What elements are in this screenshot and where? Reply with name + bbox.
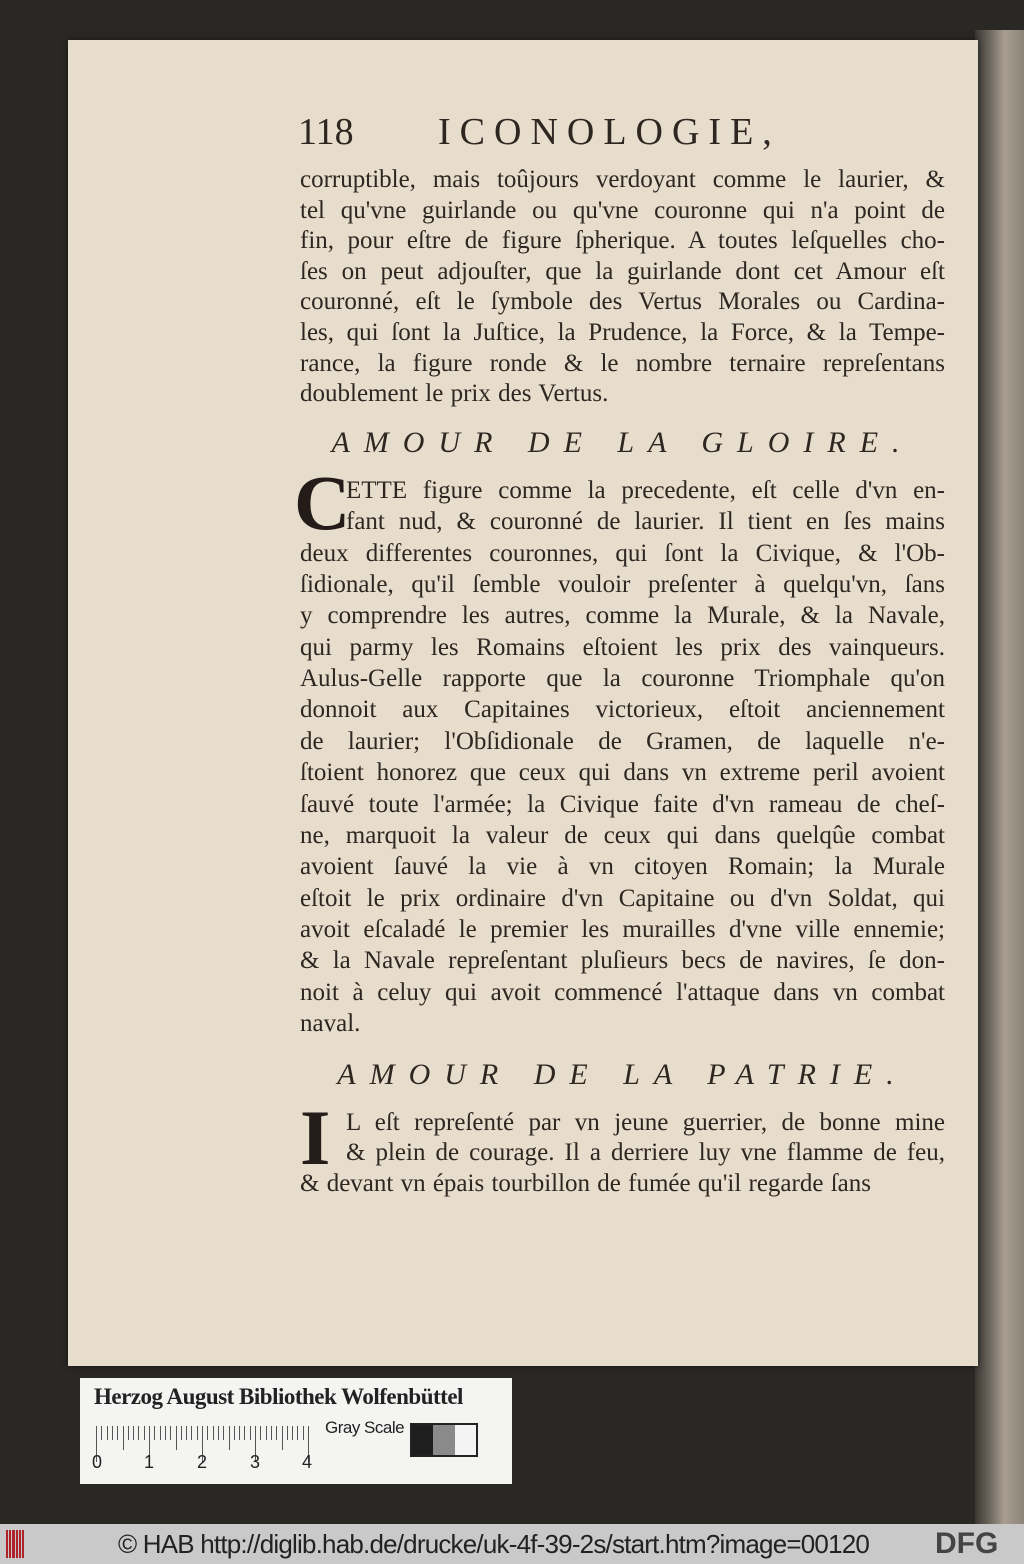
- text-line: donnoit aux Capitaines victorieux, eſtoit anciennement: [300, 696, 945, 724]
- dfg-logo: DFG: [935, 1527, 999, 1560]
- ruler-tick: [287, 1426, 288, 1440]
- gray-swatch: [412, 1425, 433, 1455]
- color-reference-card: [80, 1378, 512, 1484]
- text-line: de laurier; l'Obſidionale de Gramen, de laquelle n'e-: [300, 727, 945, 755]
- text-line: y comprendre les autres, comme la Murale, & la Navale,: [300, 602, 945, 630]
- ruler-tick: [266, 1426, 267, 1440]
- ruler-tick: [170, 1426, 171, 1440]
- text-line: L eſt repreſenté par vn jeune guerrier, de bonne mine: [346, 1109, 945, 1136]
- ruler-tick: [186, 1426, 187, 1440]
- ruler-tick: [181, 1426, 182, 1440]
- ruler-tick: [282, 1426, 283, 1450]
- text-line: noit à celuy qui avoit commencé l'attaque dans vn combat: [300, 978, 945, 1006]
- ruler-tick: [165, 1426, 166, 1440]
- text-line: ſes on peut adjouſter, que la guirlande dont cet Amour eſt: [300, 257, 945, 285]
- ruler-tick: [229, 1426, 230, 1450]
- ruler-tick: [154, 1426, 155, 1440]
- text-line: eſtoit le prix ordinaire d'vn Capitaine ou d'vn Soldat, qui: [300, 884, 945, 912]
- ruler-tick: [276, 1426, 277, 1440]
- ruler-tick: [197, 1426, 198, 1440]
- text-line: les, qui ſont la Juſtice, la Prudence, la Force, & la Tempe-: [300, 319, 945, 346]
- page-number: 118: [298, 111, 354, 153]
- text-line: Aulus-Gelle rapporte que la couronne Triomphale qu'on: [300, 665, 945, 693]
- institution-name: Herzog August Bibliothek Wolfenbüttel: [94, 1384, 463, 1409]
- text-line: corruptible, mais toûjours verdoyant comme le laurier, &: [300, 166, 945, 193]
- ruler-tick: [297, 1426, 298, 1440]
- ruler-tick: [128, 1426, 129, 1440]
- gray-swatch: [433, 1425, 454, 1455]
- text-line: avoit eſcaladé le premier les murailles d'vne ville ennemie;: [300, 915, 945, 943]
- gray-scale-label: Gray Scale: [325, 1418, 405, 1437]
- text-line: avoient ſauvé la vie à vn citoyen Romain; la Murale: [300, 853, 945, 881]
- ruler-tick: [239, 1426, 240, 1440]
- ruler-tick: [234, 1426, 235, 1440]
- ruler-tick: [244, 1426, 245, 1440]
- scale-number: 2: [197, 1452, 208, 1472]
- scale-number: 3: [250, 1452, 261, 1472]
- ruler-tick: [144, 1426, 145, 1440]
- hab-logo-icon: [6, 1530, 24, 1558]
- ruler-tick: [213, 1426, 214, 1440]
- text-line: ſtoient honorez que ceux qui dans vn extreme peril avoient: [300, 759, 945, 787]
- text-line: rance, la figure ronde & le nombre ternaire repreſentans: [300, 349, 945, 377]
- text-line: naval.: [300, 1009, 361, 1037]
- text-line: ſidionale, qu'il ſemble vouloir preſenter à quelqu'vn, ſans: [300, 571, 945, 599]
- text-line: couronné, eſt le ſymbole des Vertus Morales ou Cardina-: [300, 288, 945, 316]
- text-line: & plein de courage. Il a derriere luy vne flamme de feu,: [346, 1139, 945, 1166]
- ruler-tick: [133, 1426, 134, 1440]
- text-line: fin, pour eſtre de figure ſpherique. A toutes leſquelles cho-: [300, 227, 945, 255]
- text-line: doublement le prix des Vertus.: [300, 380, 609, 408]
- section-heading: AMOUR DE LA PATRIE.: [337, 1058, 908, 1091]
- scale-number: 4: [302, 1452, 313, 1472]
- text-line: & devant vn épais tourbillon de fumée qu'il regarde ſans: [300, 1170, 871, 1197]
- ruler-tick: [101, 1426, 102, 1440]
- section-heading: AMOUR DE LA GLOIRE.: [331, 426, 914, 459]
- footer-bar: [0, 1524, 1024, 1564]
- scale-number: 0: [92, 1452, 103, 1472]
- ruler-tick: [117, 1426, 118, 1440]
- drop-cap: I: [300, 1094, 331, 1181]
- ruler-tick: [112, 1426, 113, 1440]
- ruler-tick: [207, 1426, 208, 1440]
- ruler-tick: [176, 1426, 177, 1450]
- text-line: deux differentes couronnes, qui ſont la Civique, & l'Ob-: [300, 539, 945, 567]
- ruler-tick: [123, 1426, 124, 1450]
- scale-number: 1: [144, 1452, 155, 1472]
- book-page: [68, 40, 978, 1366]
- text-line: fant nud, & couronné de laurier. Il tient en ſes mains: [346, 508, 945, 536]
- ruler-tick: [160, 1426, 161, 1440]
- text-line: ne, marquoit la valeur de ceux qui dans quelqûe combat: [300, 821, 945, 849]
- ruler-tick: [292, 1426, 293, 1440]
- drop-cap: C: [294, 459, 351, 546]
- adjacent-page-edge: [975, 30, 1024, 1530]
- ruler-tick: [191, 1426, 192, 1440]
- ruler-tick: [271, 1426, 272, 1440]
- ruler-tick: [218, 1426, 219, 1440]
- text-line: ſauvé toute l'armée; la Civique faite d'vn rameau de cheſ-: [300, 790, 945, 818]
- ruler-tick: [107, 1426, 108, 1440]
- running-title: ICONOLOGIE,: [438, 111, 781, 153]
- ruler-tick: [250, 1426, 251, 1440]
- text-line: ETTE figure comme la precedente, eſt celle d'vn en-: [346, 477, 945, 504]
- text-line: qui parmy les Romains eſtoient les prix des vainqueurs.: [300, 633, 945, 661]
- gray-swatch: [455, 1425, 476, 1455]
- ruler-tick: [138, 1426, 139, 1440]
- text-line: tel qu'vne guirlande ou qu'vne couronne qui n'a point de: [300, 196, 945, 224]
- ruler-tick: [223, 1426, 224, 1440]
- text-line: & la Navale repreſentant pluſieurs becs de navires, ſe don-: [300, 947, 945, 975]
- ruler-tick: [303, 1426, 304, 1440]
- copyright-link[interactable]: © HAB http://diglib.hab.de/drucke/uk-4f-39-2s/start.htm?image=00120: [118, 1529, 870, 1559]
- ruler-tick: [260, 1426, 261, 1440]
- gray-scale-swatches: [410, 1423, 478, 1457]
